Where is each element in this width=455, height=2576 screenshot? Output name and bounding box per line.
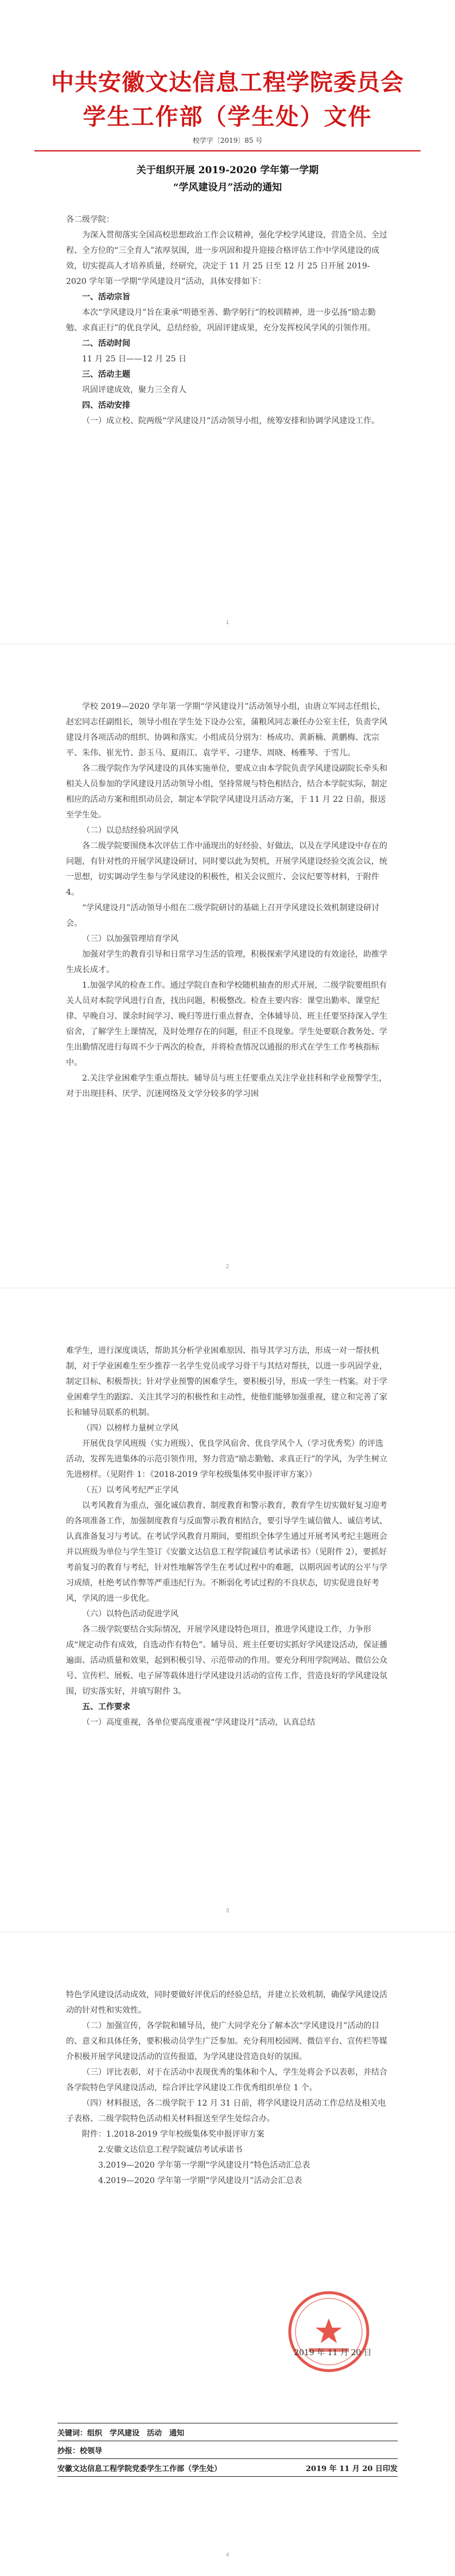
- issue-date-signature: 2019 年 11 月 20 日: [294, 2348, 372, 2357]
- subsection-heading: （六）以特色活动促进学风: [82, 1609, 178, 1619]
- print-date: 2019 年 11 月 20 日印发: [306, 2465, 398, 2473]
- paragraph: 各二级学院要围绕本次评估工作中涌现出的好经验、好做法，以及在学风建设中存在的问题，有针对性的开展学风建设研讨，同时要以此为契机，开展学风建设经验交流会议，统一思想，切实调动学生参与学风建设的积极性，相关会议照片、会议纪要等材料，于附件 4。: [66, 841, 387, 897]
- attachment-item: 2.安徽文达信息工程学院诚信考试承诺书: [98, 2145, 243, 2154]
- subsection-heading: （四）以榜样力量树立学风: [82, 1424, 178, 1433]
- page-number: 1: [225, 619, 230, 626]
- paragraph: （二）加强宣传，各学院和辅导员，使广大同学充分了解本次“学风建设月”活动的目的、意义和具体任务，要积极动员学生广泛参加。充分利用校园网、微信平台、宣传栏等媒介积极开展学风建设活动的宣传报道，为学风建设营造良好的氛围。: [66, 2021, 387, 2061]
- subsection-heading: （三）以加强管理培育学风: [82, 934, 178, 944]
- paragraph: 加强对学生的教育引导和日常学习生活的管理，积极探索学风建设的有效途径，助推学生成长成才。: [66, 950, 387, 975]
- section-heading: 四、活动安排: [82, 401, 130, 410]
- salutation: 各二级学院：: [66, 215, 114, 224]
- paragraph: 本次“学风建设月”旨在秉承“明德至善、勤学躬行”的校训精神，进一步弘扬“励志勤勉、求真正行”的优良学风，总结经验，巩固评建成果，充分发挥校风学风的引领作用。: [66, 308, 376, 333]
- paragraph: （一）成立校、院两级“学风建设月”活动领导小组，统筹安排和协调学风建设工作。: [82, 416, 380, 426]
- paragraph: （三）评比表彰，对于在活动中表现优秀的集体和个人，学生处将会予以表彰，并结合各学院特色学风建设活动，综合评比学风建设工作优秀组织单位 1 个。: [66, 2068, 387, 2092]
- paragraph: 难学生，进行深度谈话，帮助其分析学业困难原因、指导其学习方法，形成一对一帮扶机制，对于学业困难生至少推荐一名学生党员或学习骨干与其结对帮扶，以进一步巩固学业，制定目标、积极帮扶；针对学业预警的困难学生，要积极引导，形成一学生一档案。对于学业困难学生的跟踪、关注其学习的积极性和主动性，使他们能够加强重视，建立和完善了家长和辅导员联系的机制。: [66, 1346, 387, 1417]
- page-1-body: [66, 212, 389, 429]
- page-number: 2: [225, 1264, 230, 1270]
- cc-line: [57, 2445, 398, 2456]
- cc-value: 校领导: [80, 2447, 103, 2456]
- document-number: 校学字〔2019〕85 号: [192, 137, 263, 145]
- section-heading: 五、工作要求: [82, 1702, 130, 1712]
- attachment-item: 3.2019—2020 学年第一学期“学风建设月”特色活动汇总表: [98, 2161, 310, 2170]
- subsection-heading: （五）以考风考纪严正学风: [82, 1486, 178, 1495]
- issuing-organization: 中共安徽文达信息工程学院委员会: [51, 69, 404, 96]
- paragraph: 以考风教育为重点，强化诚信教育、制度教育和警示教育，教育学生切实做好复习迎考的各项准备工作，加强制度教育与反面警示教育相结合，要引导学生诚信做人、诚信考试、认真准备复习与考试。在考试学风教育月期间，要组织全体学生通过开展考风考纪主题班会并以班级为单位与学生签订《安徽文达信息工程学院诚信考试承诺书》（见附件 2），要抓好考前复习的教育与考纪，针对性地解答学生在考试过程中的难题，以期巩固考试的公平与学习成绩，杜绝考试作弊等严重违纪行为。不断弱化考试过程的不良状态，切实促进良好考风，学风的进一步优化。: [66, 1501, 387, 1603]
- document-page-4: [0, 1932, 455, 2576]
- paragraph: 11 月 25 日——12 月 25 日: [82, 354, 186, 364]
- document-page-2: [0, 644, 455, 1288]
- paragraph: 巩固评建成效，聚力三全育人: [82, 385, 186, 395]
- paragraph: （一）高度重视，各单位要高度重视“学风建设月”活动，认真总结: [82, 1718, 316, 1727]
- paragraph: 学校 2019—2020 学年第一学期“学风建设月”活动领导小组，由唐立军同志任组长，赵宏同志任副组长，领导小组在学生处下设办公室，蒲粮风同志兼任办公室主任，负责学风建设月各项活动的组织、协调和落实。小组成员分别为：杨成功、黄新楠、黄鹏梅、沈宗平、朱伟、崔光竹、彭玉马、夏雨江、袁学平、刁建华、周晓、杨雅琴、于雪儿。: [66, 702, 387, 758]
- document-title-line-1: 关于组织开展 2019-2020 学年第一学期: [136, 165, 319, 176]
- page-number: 4: [225, 2552, 230, 2558]
- subsection-heading: （二）以总结经验巩固学风: [82, 826, 178, 835]
- page-number: 3: [225, 1908, 230, 1914]
- issuer-name: 安徽文达信息工程学院党委学生工作部（学生处）: [57, 2465, 222, 2473]
- paragraph: “学风建设月”活动领导小组在二级学院研讨的基础上召开学风建设长效机制建设研讨会。: [66, 903, 380, 928]
- footer-rule: [57, 2458, 398, 2459]
- paragraph: 1.加强学风的检查工作。通过学院自查和学校随机抽查的形式开展，二级学院要组织有关人员对本院学风进行自查，找出问题，积极整改。检查主要内容：课堂出勤率、课堂纪律、早晚自习、课余时间学习、晚归等进行重点督查，全体辅导员、班主任要坚持深入学生宿舍，了解学生上课情况，及时处理存在的问题，但正不良现象。学生处要联合教务处、学生出勤情况进行每周不少于两次的检查，并将检查情况以通报的形式在学生工作考核指标中。: [66, 981, 387, 1067]
- attachment-item: 4.2019—2020 学年第一学期“学风建设月”活动会汇总表: [98, 2176, 302, 2185]
- document-page-1: [0, 0, 455, 644]
- document-page-3: [0, 1288, 455, 1932]
- page-2-body: [66, 699, 389, 1102]
- page-4-body: [66, 1987, 389, 2189]
- paragraph: 开展优良学风班级（实力班级）、优良学风宿舍、优良学风个人（学习优秀奖）的评选活动，发挥先进集体的示范引领作用，努力营造“励志勤勉、求真正行”的学风，为学生树立先进榜样。（见附件 1：《2018-2019 学年校级集体奖申报评审方案》）: [66, 1439, 388, 1479]
- keywords-line: [57, 2427, 398, 2438]
- section-heading: 三、活动主题: [82, 370, 130, 379]
- paragraph: 各二级学院要结合实际情况，开展学风建设特色项目，推进学风建设工作，力争形成“规定动作有成效，自选动作有特色”。辅导员、班主任要切实抓好学风建设活动，保证播遍面、活动质量和效果，起到积极引导、示范带动的作用。要充分利用学院网站、微信公众号、宣传栏、展板、电子屏等载体进行学风建设月活动的宣传工作，营造良好的学风建设氛围，切实落实好，并填写附件 3。: [66, 1625, 388, 1696]
- paragraph: 特色学风建设活动成效，同时要做好评优后的经验总结，并建立长效机制，确保学风建设活动的针对性和实效性。: [66, 1990, 387, 2015]
- red-header-rule: [34, 150, 421, 151]
- keywords-value: 组织 学风建设 活动 通知: [87, 2429, 185, 2438]
- document-title-line-2: “学风建设月”活动的通知: [173, 182, 282, 193]
- attachment-list-label: 附件：1.2018-2019 学年校级集体奖申报评审方案: [82, 2130, 265, 2139]
- section-heading: 一、活动宗旨: [82, 293, 130, 302]
- paragraph: 为深入贯彻落实全国高校思想政治工作会议精神，强化学校学风建设，营造全员、全过程、全方位的“三全育人”浓厚氛围，进一步巩固和提升迎接合格评估工作中学风建设的成效，切实提高人才培养质量，经研究，决定于 11 月 25 日至 12 月 25 日开展 2019-2020 学年第一学期“学风建设月”活动，具体安排如下：: [66, 231, 387, 286]
- official-seal-icon: [286, 2289, 372, 2375]
- keywords-label: 关键词：: [57, 2429, 88, 2438]
- paragraph: 2.关注学业困难学生重点帮扶。辅导员与班主任要重点关注学业挂科和学业预警学生，对于出现挂科、厌学、沉迷网络及文学分较多的学习困: [66, 1074, 387, 1098]
- cc-label: 抄报：: [57, 2447, 80, 2456]
- paragraph: （四）材料报送，各二级学院于 12 月 31 日前，将学风建设月活动工作总结及相关电子表格、二级学院特色活动相关材料报送至学生处综合办。: [66, 2099, 386, 2123]
- issuer-line: [57, 2462, 398, 2473]
- issuing-department: 学生工作部（学生处）文件: [83, 104, 372, 130]
- section-heading: 二、活动时间: [82, 339, 130, 348]
- paragraph: 各二级学院作为学风建设的具体实施单位，要成立由本学院负责学风建设副院长牵头和相关人员参加的学风建设月活动领导小组，坚持常规与特色相结合，结合本学院实际，制定相应的活动方案和组织动员会，制定本学院学风建设月活动方案，于 11 月 22 日前，报送至学生处。: [66, 764, 387, 820]
- footer-rule: [57, 2476, 398, 2477]
- page-3-body: [66, 1343, 389, 1731]
